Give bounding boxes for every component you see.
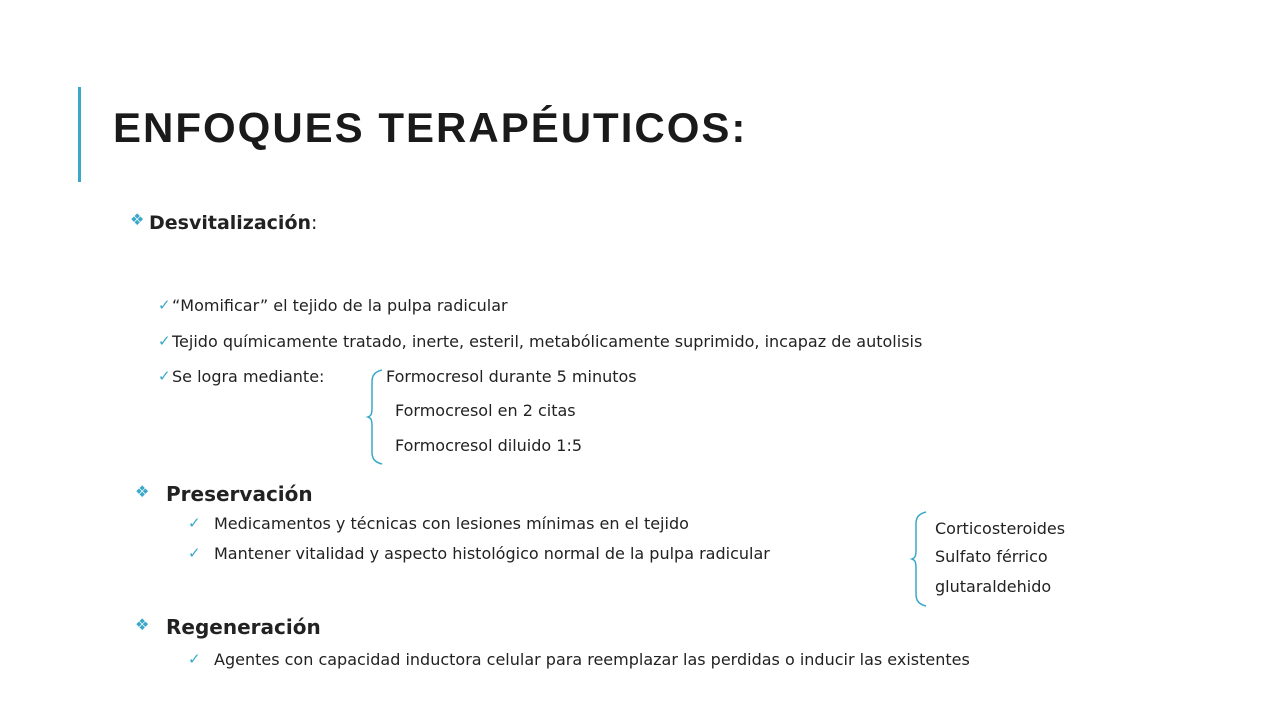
checkmark-icon: ✓ bbox=[188, 544, 201, 562]
list-item: Se logra mediante: bbox=[172, 367, 325, 386]
checkmark-icon: ✓ bbox=[188, 650, 201, 668]
left-brace-icon bbox=[912, 510, 932, 608]
checkmark-icon: ✓ bbox=[158, 367, 171, 385]
list-item: Mantener vitalidad y aspecto histológico normal de la pulpa radicular bbox=[214, 544, 770, 563]
option-item: Formocresol en 2 citas bbox=[395, 401, 576, 420]
agent-item: Sulfato férrico bbox=[935, 547, 1048, 566]
section-heading-preservacion: Preservación bbox=[166, 482, 313, 506]
option-item: Formocresol durante 5 minutos bbox=[386, 367, 637, 386]
section-heading-desvitalizacion: Desvitalización: bbox=[149, 212, 318, 234]
diamond-bullet-icon: ❖ bbox=[135, 482, 150, 501]
list-item: Agentes con capacidad inductora celular para reemplazar las perdidas o inducir las existentes bbox=[214, 650, 970, 669]
slide-title: ENFOQUES TERAPÉUTICOS: bbox=[113, 104, 748, 151]
agent-item: glutaraldehido bbox=[935, 577, 1052, 596]
option-item: Formocresol diluido 1:5 bbox=[395, 436, 583, 455]
section-heading-regeneracion: Regeneración bbox=[166, 615, 321, 639]
checkmark-icon: ✓ bbox=[158, 296, 171, 314]
agent-item: Corticosteroides bbox=[935, 519, 1066, 538]
diamond-bullet-icon: ❖ bbox=[130, 210, 145, 229]
list-item: Medicamentos y técnicas con lesiones mínimas en el tejido bbox=[214, 514, 689, 533]
title-accent-bar bbox=[78, 87, 81, 182]
list-item: “Momificar” el tejido de la pulpa radicular bbox=[172, 296, 508, 315]
checkmark-icon: ✓ bbox=[158, 332, 171, 350]
checkmark-icon: ✓ bbox=[188, 514, 201, 532]
left-brace-icon bbox=[368, 368, 388, 466]
diamond-bullet-icon: ❖ bbox=[135, 615, 150, 634]
list-item: Tejido químicamente tratado, inerte, esteril, metabólicamente suprimido, incapaz de autolisis bbox=[172, 332, 923, 351]
